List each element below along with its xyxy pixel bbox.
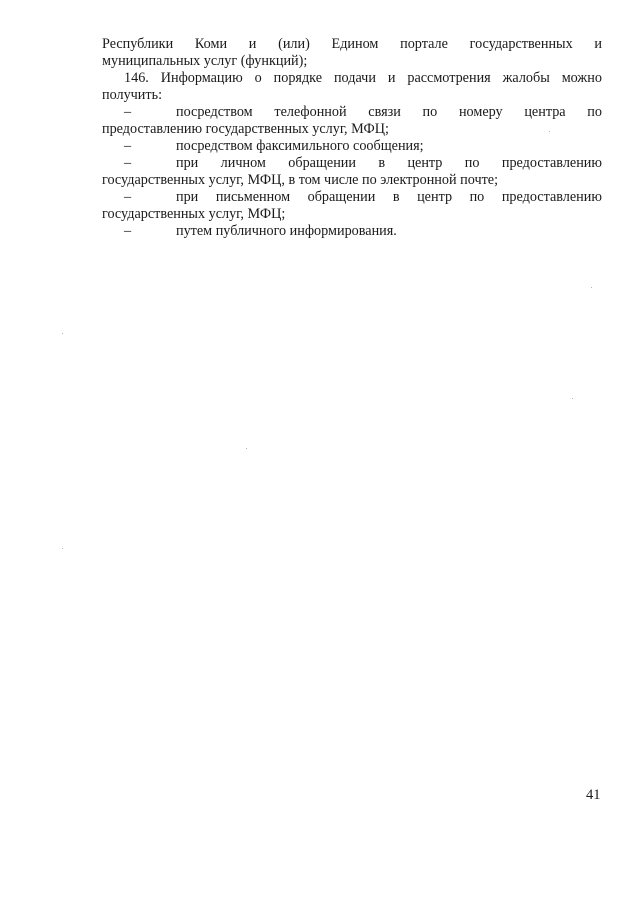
list-item-continuation: предоставлению государственных услуг, МФЦ; — [102, 121, 389, 137]
scan-speck — [572, 398, 573, 399]
word: телефонной — [274, 104, 347, 120]
list-item-text: путем публичного информирования. — [176, 223, 397, 239]
list-item-text: посредством факсимильного сообщения; — [176, 138, 424, 154]
word: о — [254, 70, 262, 86]
word: Информацию — [160, 70, 243, 86]
page-number: 41 — [586, 787, 601, 803]
word: порядке — [273, 70, 323, 86]
list-item — [102, 138, 602, 155]
text-line: муниципальных услуг (функций); — [102, 53, 308, 69]
dash-marker: – — [124, 223, 132, 239]
word: обращении — [288, 155, 356, 171]
word: 146. — [124, 70, 149, 86]
scan-speck — [246, 448, 247, 449]
word: можно — [561, 70, 602, 86]
document-body — [102, 36, 602, 240]
text-line — [102, 36, 602, 53]
word: и — [594, 36, 602, 52]
word: центр — [407, 155, 443, 171]
dash-marker: – — [124, 138, 132, 154]
scan-speck — [591, 287, 592, 288]
word: личном — [220, 155, 266, 171]
word: предоставлению — [501, 189, 602, 205]
word: обращении — [307, 189, 376, 205]
word: жалобы — [502, 70, 550, 86]
word: подачи — [333, 70, 376, 86]
word: портале — [400, 36, 448, 52]
list-item-text — [176, 104, 602, 121]
word: в — [378, 155, 386, 171]
word: по — [464, 155, 480, 171]
word: государственных — [469, 36, 573, 52]
scan-speck — [62, 548, 63, 549]
list-item-continuation: государственных услуг, МФЦ, в том числе по электронной почте; — [102, 172, 499, 188]
word: рассмотрения — [407, 70, 491, 86]
word: при — [176, 155, 199, 171]
list-item-text — [176, 189, 602, 206]
list-item — [102, 104, 602, 121]
word: по — [587, 104, 602, 120]
list-item-continuation: государственных услуг, МФЦ; — [102, 206, 286, 222]
list-item-text — [176, 155, 602, 172]
dash-marker: – — [124, 189, 132, 205]
word: Коми — [194, 36, 228, 52]
word: центра — [524, 104, 566, 120]
word: Едином — [331, 36, 379, 52]
word: центр — [417, 189, 453, 205]
scan-speck — [549, 131, 550, 132]
word: (или) — [278, 36, 310, 52]
word: по — [469, 189, 485, 205]
word: письменном — [215, 189, 291, 205]
word: Республики — [102, 36, 174, 52]
word: связи — [368, 104, 401, 120]
word: по — [422, 104, 438, 120]
text-line: получить: — [102, 87, 163, 103]
word: предоставлению — [501, 155, 602, 171]
word: в — [392, 189, 400, 205]
paragraph-146-line — [102, 70, 602, 87]
list-item — [102, 223, 602, 240]
scan-speck — [62, 333, 63, 334]
dash-marker: – — [124, 155, 132, 171]
word: посредством — [176, 104, 253, 120]
word: номеру — [458, 104, 503, 120]
word: и — [248, 36, 257, 52]
dash-marker: – — [124, 104, 132, 120]
list-item — [102, 155, 602, 172]
word: при — [176, 189, 199, 205]
list-item — [102, 189, 602, 206]
word: и — [387, 70, 396, 86]
